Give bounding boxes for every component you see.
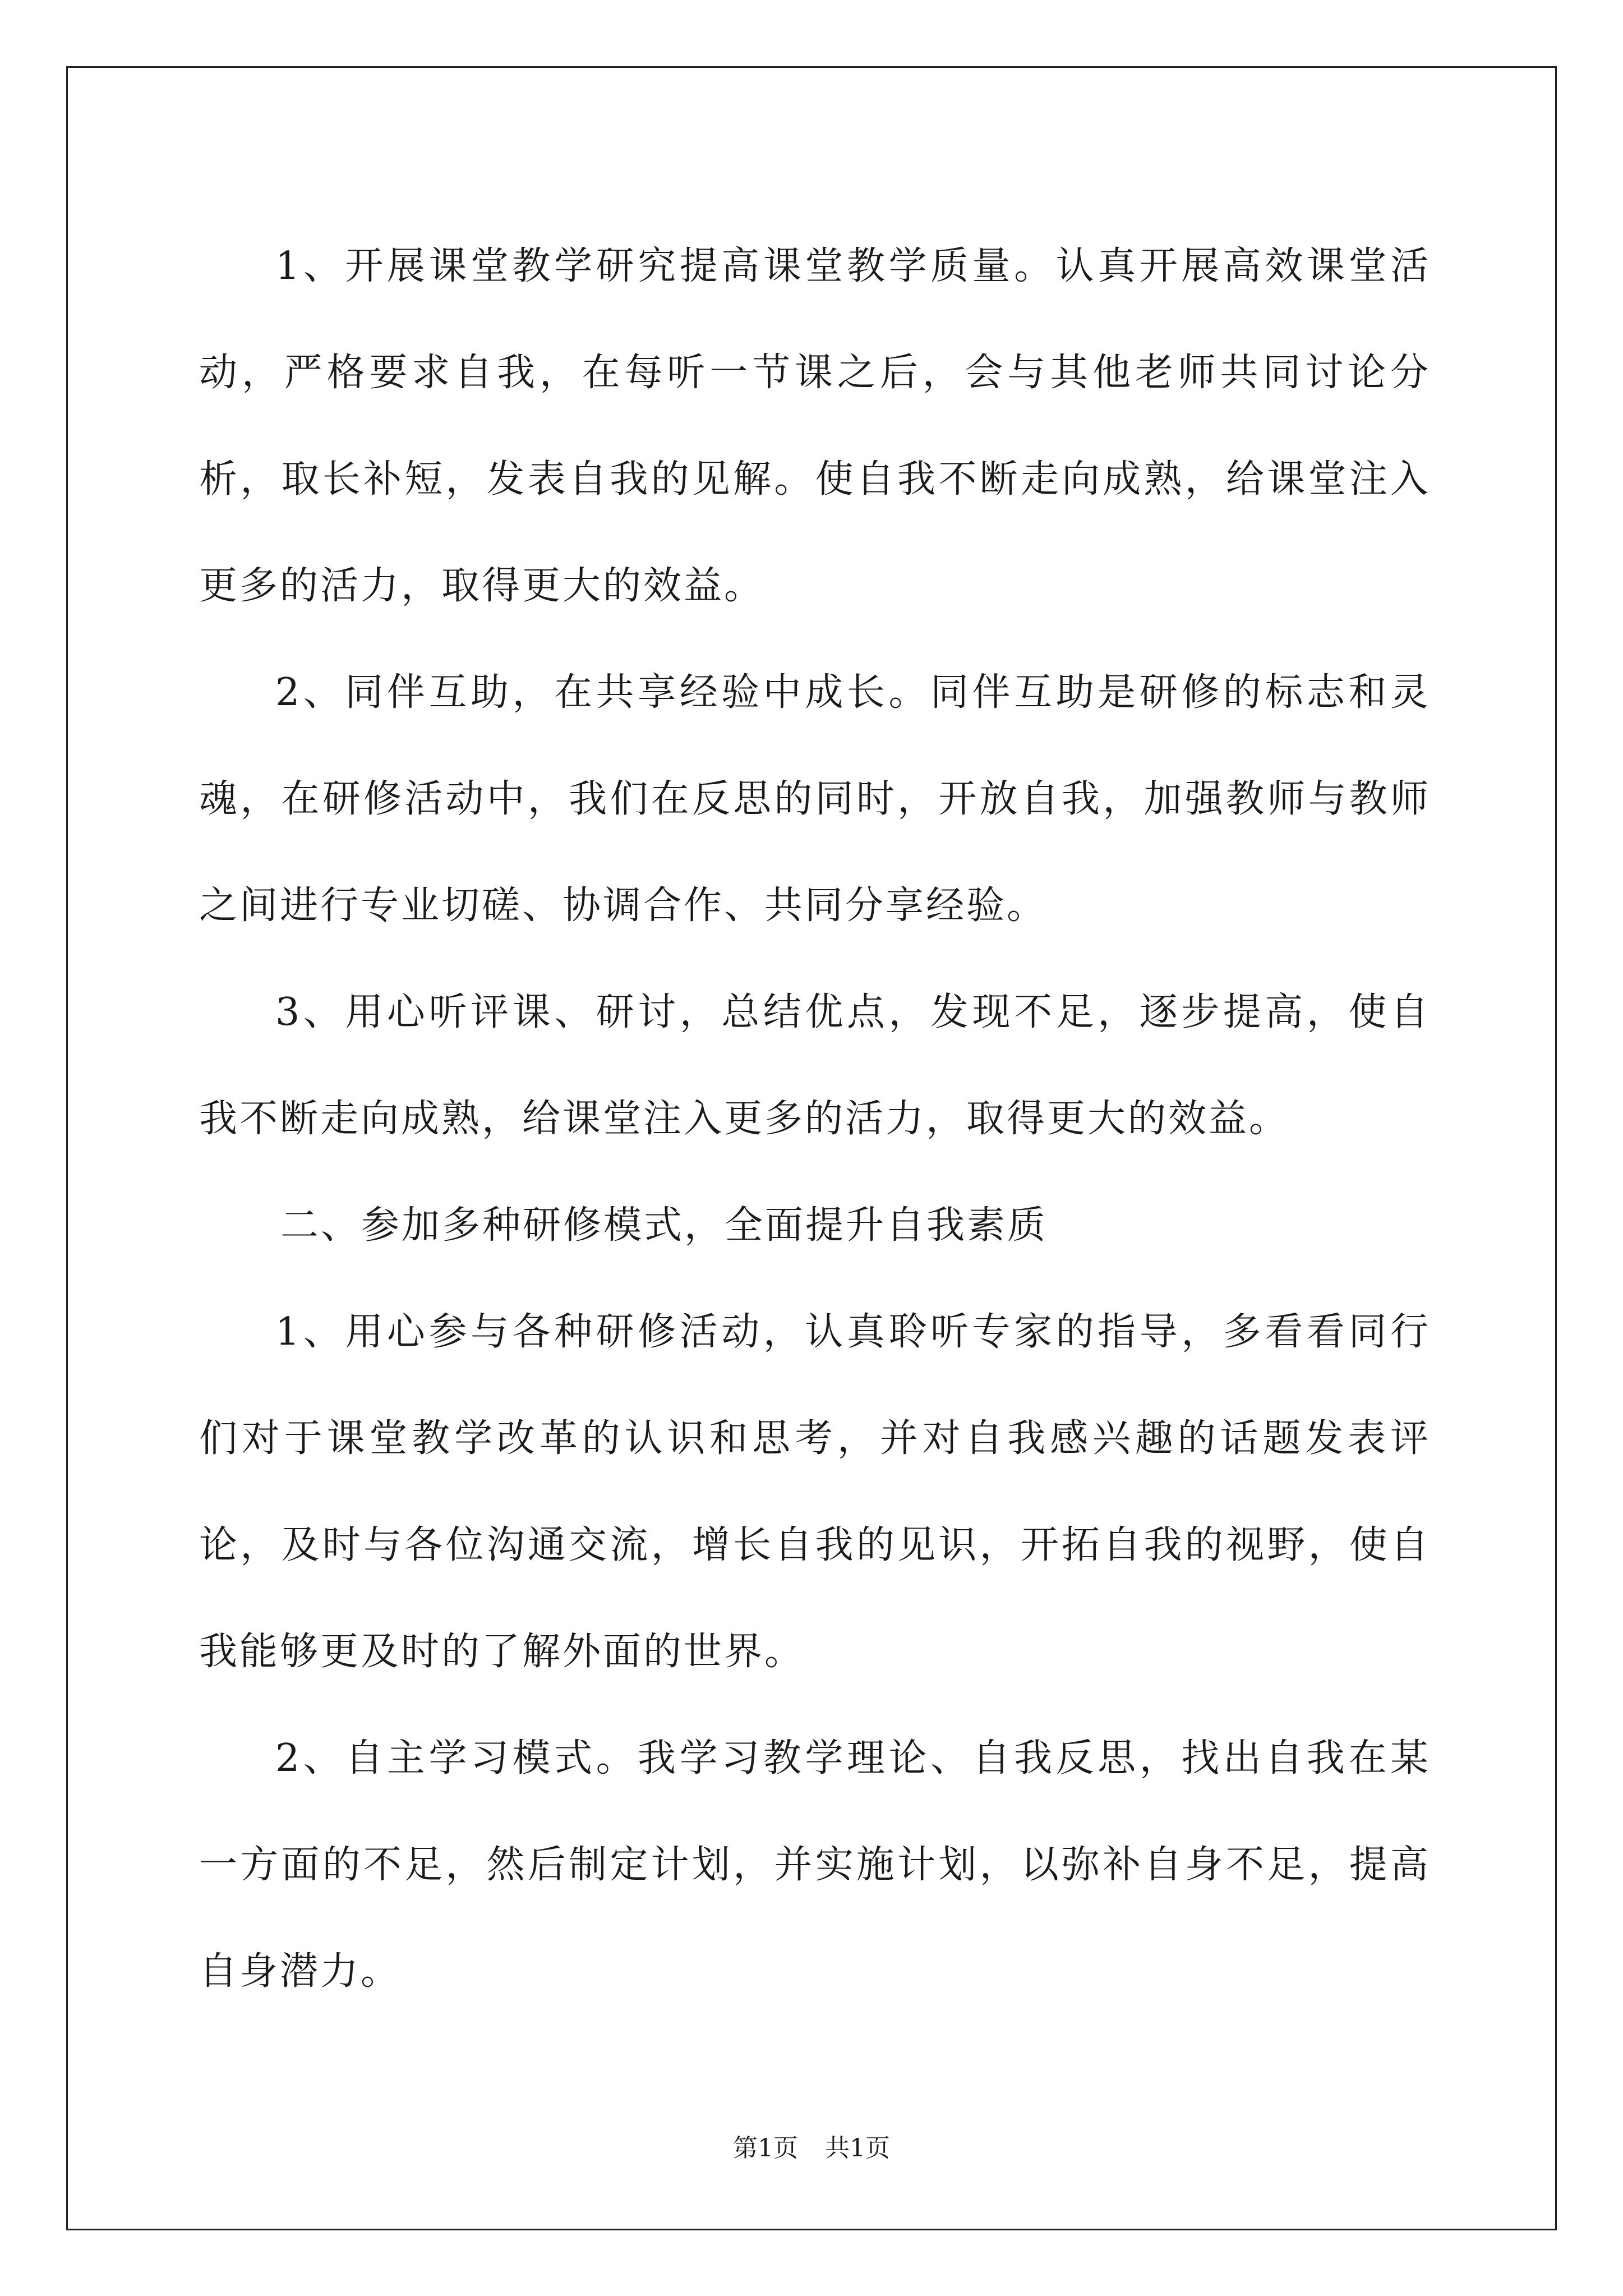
page-number-total: 共1页 (825, 2134, 890, 2162)
paragraph-3: 3、用心听评课、研讨，总结优点，发现不足，逐步提高，使自我不断走向成熟，给课堂注入更多的活力，取得更大的效益。 (199, 990, 1431, 1141)
paragraph-1: 1、开展课堂教学研究提高课堂教学质量。认真开展高效课堂活动，严格要求自我，在每听一节课之后，会与其他老师共同讨论分析，取长补短，发表自我的见解。使自我不断走向成熟，给课堂注入更多的活力，取得更大的效益。 (199, 244, 1431, 608)
page-footer (0, 2132, 1623, 2165)
page-number-current: 第1页 (733, 2134, 798, 2162)
paragraph-5: 2、自主学习模式。我学习教学理论、自我反思，找出自我在某一方面的不足，然后制定计划，并实施计划，以弥补自身不足，提高自身潜力。 (199, 1736, 1431, 1994)
paragraph-4: 1、用心参与各种研修活动，认真聆听专家的指导，多看看同行们对于课堂教学改革的认识和思考，并对自我感兴趣的话题发表评论，及时与各位沟通交流，增长自我的见识，开拓自我的视野，使自我能够更及时的了解外面的世界。 (199, 1310, 1431, 1674)
document-body (199, 213, 1431, 2025)
paragraph-2: 2、同伴互助，在共享经验中成长。同伴互助是研修的标志和灵魂，在研修活动中，我们在反思的同时，开放自我，加强教师与教师之间进行专业切磋、协调合作、共同分享经验。 (199, 670, 1431, 928)
section-heading: 二、参加多种研修模式，全面提升自我素质 (280, 1203, 1048, 1248)
